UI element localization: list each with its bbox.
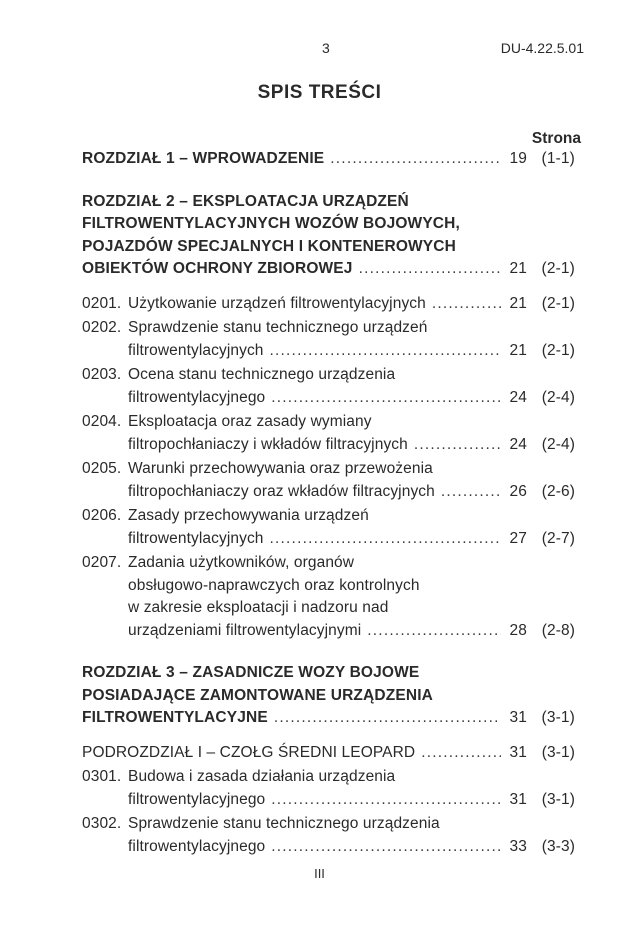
entry-title-line: obsługowo-naprawczych oraz kontrolnych <box>128 576 420 594</box>
dot-leader <box>271 789 501 812</box>
entry-title-line: filtropochłaniaczy i wkładów filtracyjnych <box>128 435 408 453</box>
toc-entry <box>82 552 575 642</box>
entry-section-ref: (3-1) <box>541 743 575 761</box>
entry-title-line: w zakresie eksploatacji i nadzoru nad <box>128 599 389 616</box>
entry-page-number: 24 <box>509 435 527 453</box>
dot-leader <box>274 707 501 730</box>
entry-title-line: OBIEKTÓW OCHRONY ZBIOROWEJ <box>82 260 353 277</box>
dot-leader <box>432 293 501 316</box>
toc-entry <box>82 458 575 503</box>
toc-entry <box>82 742 575 765</box>
entry-code: 0207. <box>82 554 122 571</box>
dot-leader <box>270 340 501 363</box>
entry-title-line: Sprawdzenie stanu technicznego urządzeń <box>128 319 428 336</box>
toc-entry <box>82 191 575 281</box>
entry-page-number: 21 <box>509 260 527 277</box>
entry-section-ref: (2-4) <box>541 435 575 453</box>
toc-title: SPIS TREŚCI <box>257 82 382 103</box>
dot-leader <box>330 148 501 171</box>
footer-page-number: III <box>314 866 325 881</box>
toc-entry <box>82 364 575 409</box>
toc-entry <box>82 293 575 316</box>
dot-leader <box>441 481 501 504</box>
entry-title-line: filtrowentylacyjnych <box>128 529 264 547</box>
entry-code: 0204. <box>82 413 122 430</box>
entry-section-ref: (2-1) <box>541 260 575 277</box>
toc-entry <box>82 766 575 811</box>
entry-page-number: 21 <box>509 341 527 359</box>
entry-section-ref: (1-1) <box>541 150 575 167</box>
entry-page-number: 21 <box>509 294 527 312</box>
entry-page-number: 24 <box>509 388 527 406</box>
entry-page-number: 19 <box>509 150 527 167</box>
entry-title-line: filtropochłaniaczy oraz wkładów filtracyjnych <box>128 482 435 500</box>
entry-title-line: Zasady przechowywania urządzeń <box>128 507 369 524</box>
entry-page-number: 33 <box>509 837 527 855</box>
entry-title-line: filtrowentylacyjnego <box>128 790 266 808</box>
entry-code: 0302. <box>82 815 122 832</box>
entry-section-ref: (2-1) <box>541 294 575 312</box>
entry-page-number: 31 <box>509 743 527 761</box>
entry-title-line: Użytkowanie urządzeń filtrowentylacyjnych <box>128 294 426 312</box>
entry-title-line: Sprawdzenie stanu technicznego urządzenia <box>128 815 440 832</box>
page-column-header: Strona <box>531 130 581 147</box>
entry-section-ref: (2-7) <box>541 529 575 547</box>
entry-title-line: POSIADAJĄCE ZAMONTOWANE URZĄDZENIA <box>82 686 433 704</box>
dot-leader <box>271 387 501 410</box>
entry-code: 0206. <box>82 507 122 524</box>
entry-page-number: 31 <box>509 790 527 808</box>
dot-leader <box>271 836 501 859</box>
entry-title-line: filtrowentylacyjnego <box>128 837 266 855</box>
entry-title-line: Budowa i zasada działania urządzenia <box>128 768 396 785</box>
dot-leader <box>359 258 501 281</box>
toc-entries <box>82 148 575 858</box>
entry-section-ref: (2-4) <box>541 388 575 406</box>
entry-title-line: ROZDZIAŁ 1 – WPROWADZENIE <box>82 150 325 167</box>
entry-code: 0205. <box>82 460 122 477</box>
entry-title-line: filtrowentylacyjnego <box>128 388 266 406</box>
toc-entry <box>82 505 575 550</box>
entry-title-line: urządzeniami filtrowentylacyjnymi <box>128 621 362 639</box>
entry-code: 0301. <box>82 768 122 785</box>
entry-code: 0202. <box>82 319 122 336</box>
entry-title-line: filtrowentylacyjnych <box>128 341 264 359</box>
entry-section-ref: (3-3) <box>541 837 575 855</box>
entry-code: 0203. <box>82 366 122 383</box>
toc-entry <box>82 662 575 730</box>
entry-page-number: 28 <box>509 621 527 639</box>
toc-entry <box>82 411 575 456</box>
entry-title-line: Warunki przechowywania oraz przewożenia <box>128 460 433 477</box>
entry-section-ref: (3-1) <box>541 790 575 808</box>
entry-page-number: 26 <box>509 482 527 500</box>
toc-entry <box>82 813 575 858</box>
entry-page-number: 31 <box>509 709 527 726</box>
entry-title-line: PODROZDZIAŁ I – CZOŁG ŚREDNI LEOPARD <box>82 743 416 761</box>
entry-title-line: ROZDZIAŁ 3 – ZASADNICZE WOZY BOJOWE <box>82 664 420 681</box>
entry-code: 0201. <box>82 294 122 312</box>
entry-section-ref: (2-6) <box>541 482 575 500</box>
dot-leader <box>270 528 501 551</box>
entry-title-line: Zadania użytkowników, organów <box>128 554 355 571</box>
toc-entry <box>82 317 575 362</box>
document-code: DU-4.22.5.01 <box>500 40 584 56</box>
toc-entry <box>82 148 575 171</box>
entry-title-line: POJAZDÓW SPECJALNYCH I KONTENEROWYCH <box>82 237 456 255</box>
entry-section-ref: (2-1) <box>541 341 575 359</box>
entry-title-line: FILTROWENTYLACYJNYCH WOZÓW BOJOWYCH, <box>82 215 460 232</box>
dot-leader <box>421 742 501 765</box>
entry-title-line: Eksploatacja oraz zasady wymiany <box>128 413 372 430</box>
entry-title-line: FILTROWENTYLACYJNE <box>82 709 268 726</box>
entry-section-ref: (3-1) <box>541 709 575 726</box>
entry-section-ref: (2-8) <box>541 621 575 639</box>
dot-leader <box>367 620 501 643</box>
entry-page-number: 27 <box>509 529 527 547</box>
header-page-number: 3 <box>322 40 330 56</box>
dot-leader <box>414 434 501 457</box>
entry-title-line: ROZDZIAŁ 2 – EKSPLOATACJA URZĄDZEŃ <box>82 192 409 210</box>
entry-title-line: Ocena stanu technicznego urządzenia <box>128 366 396 383</box>
